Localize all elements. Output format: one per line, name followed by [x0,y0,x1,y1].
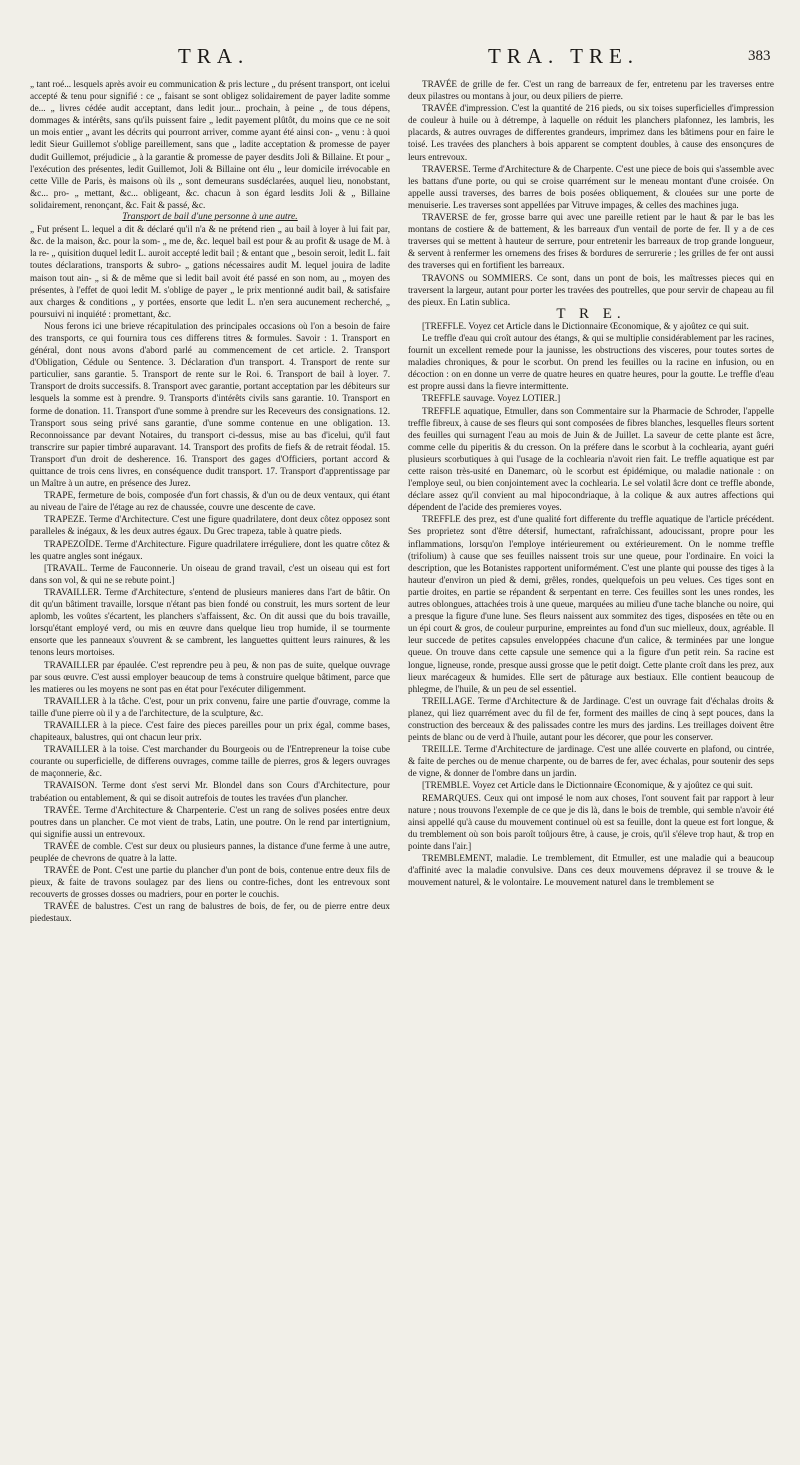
entry-paragraph: TRAPEZOÏDE. Terme d'Architecture. Figure quadrilatere irréguliere, dont les quatre côtez & les quatre angles sont inégaux. [30,538,390,561]
entry-paragraph: TRAVAILLER à la piece. C'est faire des pieces pareilles pour un prix égal, comme bases, chapiteaux, balustres, qui ont chacun leur prix. [30,719,390,743]
entry-paragraph: TRAVÉE de grille de fer. C'est un rang de barreaux de fer, entretenu par les traverses entre deux pilastres ou montans à jour, ou deux piliers de pierre. [408,79,774,102]
entry-paragraph: REMARQUES. Ceux qui ont imposé le nom aux choses, l'ont souvent fait par rapport à leur nature ; nous trouvons l'exemple de ce que je dis là, dans le bois de tremble, qui semble n'avoir été ainsi appellé qu'à cause du mouvement continuel où est sa feuille, dont la queue est fort longue, & du tremblement où son bois paroît toûjours être, à cause, je crois, qu'il s'éleve trop haut, & trop en pointe dans l'air.] [408,792,774,851]
entry-paragraph: TREFFLE aquatique, Etmuller, dans son Commentaire sur la Pharmacie de Schroder, l'appelle treffle fibreux, à cause de ses fleurs qui sont composées de fibres blanches, lesquelles fleurs sortent des feuilles qui surnagent l'eau au mois de Juin & de Juillet. La saveur de cette plante est âcre, comme celle du piperitis & du cresson. On la préfere dans le scorbut à la cochlearia, ayant guéri plusieurs scorbutiques à qui l'usage de la cochlearia n'avoit rien fait. Le treffle aquatique est par cette raison très-usité en Danemarc, où le scorbut est épidémique, ou maladie nationale : on l'employe seul, ou bien conjointement avec la cochlearia. Le sel volatil âcre dont ce treffle abonde, déclare assez qu'il convient au mal hipocondriaque, à la colique & aux autres affections qui dépendent de l'acide des premieres voyes. [408,405,774,513]
entry-paragraph: TRAVAILLER à la tâche. C'est, pour un prix convenu, faire une partie d'ouvrage, comme la taille d'une pierre où il y a de l'architecture, de la sculpture, &c. [30,695,390,718]
running-head-left: TRA. [178,44,250,68]
entry-paragraph: TRAVAILLER. Terme d'Architecture, s'entend de plusieurs manieres dans l'art de bâtir. On dit qu'un bâtiment travaille, lorsque n'étant pas bien fondé ou construit, les murs sortent de leur aplomb, les voûtes s'écartent, les planchers s'affaissent, &c. On dit aussi que du bois travaille, lorsqu'étant employé verd, ou mis en œuvre dans quelque lieu trop humide, il se tourmente ensorte que les panneaux s'ouvrent & se cambrent, les languettes quittent leurs rainures, & les tenons leurs mortoises. [30,586,390,658]
right-column [408,78,774,1418]
entry-paragraph: TREMBLEMENT, maladie. Le tremblement, dit Etmuller, est une maladie qui a beaucoup d'affinité avec la maladie convulsive. Dans ces deux mouvemens dépravez il se trouve & le mouvement naturel, & le volontaire. Le mouvement naturel dans le tremblement se [408,853,774,888]
entry-paragraph: TRAVÉE d'impression. C'est la quantité de 216 pieds, ou six toises superficielles d'impression de couleur à huile ou à détrempe, à laquelle on réduit les planchers plafonnez, les lambris, les placards, & autres ouvrages de differentes grandeurs, imprimez dans les bâtimens pour en faire le toisé. Les travées des planchers à bois apparent se comptent doubles, à cause des ensonçures de leurs entrevoux. [408,103,774,162]
entry-paragraph: [TRAVAIL. Terme de Fauconnerie. Un oiseau de grand travail, c'est un oiseau qui est fort dans son vol, & qui ne se rebute point.] [30,562,390,585]
entry-paragraph: „ Fut présent L. lequel a dit & déclaré qu'il n'a & ne prétend rien „ au bail à loyer à lui fait par, &c. de la maison, &c. pour la som- „ me de, &c. lequel bail est pour & au profit & usage de M. à la re- „ quisition duquel ledit L. auroit accepté ledit bail ; & entant que „ besoin seroit, ledit L. fait toutes déclarations, transports & subro- „ gations nécessaires audit M. lequel jouira de ladite maison tout ain- „ si & de même que si ledit bail avoit été passé en son nom, au „ moyen des présentes, à l'effet de quoi ledit M. s'oblige de payer „ le prix mentionné audit bail, & satisfaire aux charges & conditions „ y portées, ensorte que ledit L. n'en sera aucunement recherché, „ poursuivi ni inquiété : promettant, &c. [30,224,390,319]
left-column [30,78,390,1418]
section-subtitle: Transport de bail d'une personne à une autre. [122,211,298,223]
entry-paragraph: [TREMBLE. Voyez cet Article dans le Dictionnaire Œconomique, & y ajoûtez ce qui suit. [422,780,753,791]
entry-paragraph: TREILLE. Terme d'Architecture de jardinage. C'est une allée couverte en plafond, ou cintrée, & faite de perches ou de menue charpente, ou de barres de fer, avec échalas, pour soutenir des seps de vigne, & donner de l'ombre dans un jardin. [408,744,774,779]
entry-paragraph: TREILLAGE. Terme d'Architecture & de Jardinage. C'est un ouvrage fait d'échalas droits & planez, qui liez quarrément avec du fil de fer, forment des mailles de cinq à sept pouces, dans la construction des berceaux & des palissades contre les murs des jardins. Les treillages doivent être peints de blanc ou de verd à l'huile, autant pour les décorer, que pour les conserver. [408,695,774,743]
page-number: 383 [748,48,771,64]
entry-paragraph: Nous ferons ici une brieve récapitulation des principales occasions où l'on a besoin de faire des transports, ce qui fournira tous ces differens titres & formules. Savoir : 1. Transport en général, dont nous avons d'abord parlé au commencement de cet article. 2. Transport d'Obligation, Cédule ou Sentence. 3. Déclaration d'un transport. 4. Transport de rente sur particulier, sans garantie. 5. Transport de rente sur le Roi. 6. Transport de bail à loyer. 7. Transport de droits successifs. 8. Transport avec garantie, portant acceptation par les débiteurs sur lesquels la somme est à prendre. 9. Transports d'intérêts civils sans garantie. 10. Transport en forme de donation. 11. Transport d'une somme à prendre sur les Receveurs des consignations. 12. Transport sous seing privé sans garantie, d'une somme contenue en une obligation. 13. Reconnoissance par devant Notaires, du transport ci-dessus, mise au bas d'icelui, qu'il faut transcrire sur papier timbré auparavant. 14. Transport des profits de fiefs & de retrait féodal. 15. Transport d'un droit de desherence. 16. Transport des gages d'Officiers, portant accord & quittance de trois cens livres, en conséquence dudit transport. 17. Transport d'apprentissage par un Maître à un autre, en présence des Jurez. [30,320,390,489]
entry-paragraph: TREFFLE des prez, est d'une qualité fort differente du treffle aquatique de l'article précédent. Ses proprietez sont d'être détersif, humectant, rafraîchissant, adoucissant, propre pour les inflammations, lorsqu'on l'employe intérieurement ou extérieurement. On le nomme treffle (trifolium) à cause que ses feuilles naissent trois sur une queue, pour l'ordinaire. En voici la description, que les Botanistes rapportent uniformément. C'est une plante qui pousse des tiges à la hauteur d'environ un pied & demi, grêles, rondes, quelquefois un peu velues. Ces tiges sont en partie droites, en partie se répandent & serpentant en terre. Ces feuilles sont les unes rondes, les autres oblongues, attachées trois à une queue, marquées au milieu d'une tache blanche ou noire, qui a presque la figure d'une lune. Ses fleurs naissent aux sommitez des tiges, disposées en tête ou en un épi court & gros, de couleur purpurine, empreintes au fond d'un suc mielleux, doux, agréable. Il leur succede de petites capsules enveloppées chacune d'un calice, & terminées par une longue queue. On trouve dans cette capsule une semence qui a la figure d'un petit rein. Sa racine est longue, ligneuse, ronde, presque aussi grosse que le petit doigt. Cette plante croît dans les prez, aux lieux marécageux & humides. Elle sert de pâturage aux bestiaux. Elle contient beaucoup de phlegme, de l'huile, & un peu de sel essentiel. [408,514,774,694]
entry-paragraph: TRAPE, fermeture de bois, composée d'un fort chassis, & d'un ou de deux ventaux, qui étant au niveau de l'aire de l'étage au rez de chaussée, couvre une descente de cave. [30,490,390,513]
entry-paragraph: TRAVÉE de comble. C'est sur deux ou plusieurs pannes, la distance d'une ferme à une autre, peuplée de chevrons de quatre à la latte. [30,840,390,863]
entry-paragraph: TRAVERSE de fer, grosse barre qui avec une pareille retient par le haut & par le bas les montans de costiere & de battement, & les barreaux d'un ventail de porte de fer. Il y a de ces traverses qui se mettent à hauteur de serrure, pour entretenir les barreaux de trop grande longueur, & servent à renfermer les ornemens des frises & bordures de serrurerie ; les grilles de fer ont aussi des traverses qui en fortifient les barreaux. [408,212,774,271]
entry-paragraph: [TREFFLE. Voyez cet Article dans le Dictionnaire Œconomique, & y ajoûtez ce qui suit. [422,320,749,331]
entry-paragraph: TRAVÉE. Terme d'Architecture & Charpenterie. C'est un rang de solives posées entre deux poutres dans un plancher. Ce mot vient de trabs, Latin, une poutre. On le rend par intertignium, qui signifie aussi un entrevoux. [30,804,390,839]
section-heading: T R E. [556,305,626,322]
entry-paragraph: TREFFLE sauvage. Voyez LOTIER.] [422,393,561,404]
entry-paragraph: Le treffle d'eau qui croît autour des étangs, & qui se multiplie considérablement par les racines, fournit un excellent remede pour la jaunisse, les obstructions des visceres, pour toutes sortes de maladies chroniques, & pour le scorbut. On prend les feuilles ou la racine en infusion, ou en décoction : on en donne un verre de quatre heures en quatre heures, pour la goutte. Le treffle d'eau est propre aussi dans la fievre intermittente. [408,332,774,392]
entry-paragraph: TRAVAILLER à la toise. C'est marchander du Bourgeois ou de l'Entrepreneur la toise cube courante ou superficielle, de differens ouvrages, comme taille de pierres, gros & legers ouvrages de maçonnerie, &c. [30,744,390,779]
entry-paragraph: TRAPEZE. Terme d'Architecture. C'est une figure quadrilatere, dont deux côtez opposez sont paralleles & inégaux, & les deux autres égaux. Du Grec trapeza, table à quatre pieds. [30,514,390,537]
entry-paragraph: TRAVAILLER par épaulée. C'est reprendre peu à peu, & non pas de suite, quelque ouvrage par sous œuvre. C'est aussi employer beaucoup de tems à construire quelque bâtiment, parce que les matieres ou les moyens ne sont pas en état pour l'exécuter diligemment. [30,659,390,694]
running-head-right: TRA. TRE. [488,44,640,68]
entry-paragraph: TRAVÉE de balustres. C'est un rang de balustres de bois, de fer, ou de pierre entre deux piedestaux. [30,901,390,924]
entry-paragraph: TRAVAISON. Terme dont s'est servi Mr. Blondel dans son Cours d'Architecture, pour trabéation ou entablement, & qui se disoit autrefois de toutes les travées d'un plancher. [30,780,390,803]
entry-paragraph: TRAVERSE. Terme d'Architecture & de Charpente. C'est une piece de bois qui s'assemble avec les battans d'une porte, ou qui se croise quarrément sur le meneau montant d'une croisée. On appelle aussi traverses, des barres de bois posées obliquement, & clouées sur une porte de menuiserie. Les traverses sont appellées par Vitruve impages, & celles des machines juga. [408,163,774,210]
entry-paragraph: TRAVÉE de Pont. C'est une partie du plancher d'un pont de bois, contenue entre deux fils de pieux, & faite de travons soulagez par des liens ou contre-fiches, dont les entrevoux sont recouverts de grosses dosses ou madriers, pour en porter le couchis. [30,865,390,900]
page-header [0,44,800,74]
entry-paragraph: „ tant roé... lesquels après avoir eu communication & pris lecture „ du présent transport, ont icelui accepté & tenu pour signifié : ce „ faisant se sont obligez solidairement de payer ladite somme de... „ livres cédée audit acceptant, dans ledit jour... prochain, à peine „ de tous dépens, dommages & intérêts, sans qu'ils puissent faire „ ledit payement plûtôt, du moins que ce ne soit un mois entier „ avant les décrits qui pourront arriver, comme ayant été ainsi con- „ venu : à quoi ledit Sieur Guillemot s'oblige pareillement, sans que „ ladite acceptation & promesse de payer dudit Guillemot, préjudicie „ à la garantie & promesse de payer desdits Joli & Billaine. Et pour „ l'exécution des présentes, ledit Guillemot, Joli & Billaine ont élu „ leur domicile irrévocable en cette Ville de Paris, ès maisons où ils „ sont demeurans susdéclarées, auquel lieu, nonobstant, &c... pro- „ mettant, &c... obligeant, &c. chacun à son égard lesdits Joli & „ Billaine solidairement, renonçant, &c. Fait & passé, &c. [30,79,390,210]
entry-paragraph: TRAVONS ou SOMMIERS. Ce sont, dans un pont de bois, les maîtresses pieces qui en traversent la largeur, autant pour porter les travées des poutrelles, que pour servir de chapeau au fil des pieux. En Latin sublica. [408,272,774,307]
